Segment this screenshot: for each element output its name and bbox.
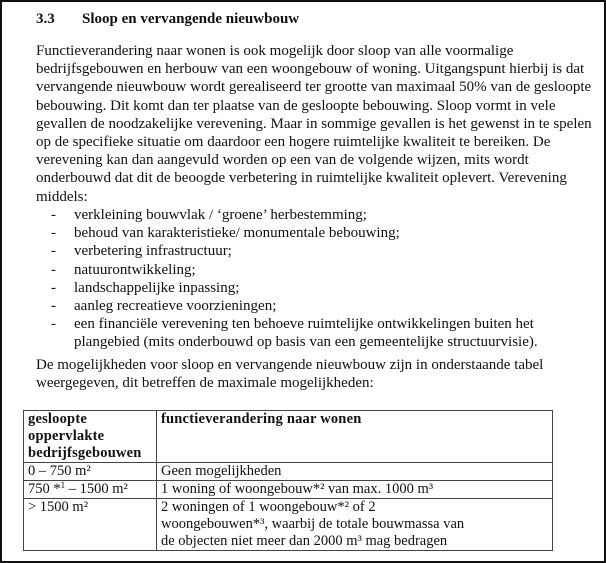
section-title: Sloop en vervangende nieuwbouw: [82, 11, 300, 27]
paragraph-line: gevallen de noodzakelijke verevening. Maar in sommige gevallen is het gewenst in te spelen: [36, 115, 592, 132]
section-heading: [36, 11, 299, 28]
section-number: 3.3: [36, 11, 55, 27]
list-item-continuation: plangebied (mits onderbouwd op basis van een gemeentelijke structuurvisie).: [74, 334, 538, 351]
measures-list: [36, 206, 538, 352]
bullet-dash: -: [51, 298, 56, 315]
list-item: - aanleg recreatieve voorzieningen;: [51, 298, 277, 315]
bullet-dash: -: [51, 225, 56, 242]
list-item: - landschappelijke inpassing;: [51, 279, 240, 296]
header-demolished-area: gesloopte oppervlakte bedrijfsgebouwen: [24, 411, 157, 463]
paragraph-line: Functieverandering naar wonen is ook mogelijk door sloop van alle voormalige: [36, 43, 514, 59]
bullet-dash: -: [51, 261, 56, 278]
paragraph-line: bebouwing. Dit komt dan ter plaatse van de gesloopte bebouwing. Sloop vormt in vele: [36, 97, 556, 114]
cell-area: 0 – 750 m²: [24, 463, 157, 481]
paragraph-line: weergegeven, dit betreffen de maximale mogelijkheden:: [36, 375, 374, 392]
possibilities-table: [23, 410, 553, 551]
paragraph-line: middels:: [36, 188, 88, 205]
list-item: - een financiële verevening ten behoeve ruimtelijke ontwikkelingen buiten het: [51, 316, 534, 333]
cell-area: 750 *$^1$ – 1500 m²: [24, 481, 157, 499]
paragraph-table-intro: [36, 356, 543, 392]
bullet-dash: -: [51, 243, 56, 260]
table-row: [24, 499, 553, 551]
footnote-marker: 1: [60, 480, 66, 490]
cell-function: 2 woningen of 1 woongebouw*² of 2 woongebouwen*³, waarbij de totale bouwmassa van de objecten niet meer dan 2000 m³ mag bedragen: [157, 499, 553, 551]
cell-function: 1 woning of woongebouw*² van max. 1000 m³: [157, 481, 553, 499]
bullet-dash: -: [51, 316, 56, 333]
paragraph-line: bedrijfsgebouwen en herbouw van een woongebouw of woning. Uitgangspunt hierbij is dat: [36, 61, 585, 78]
list-item: - verkleining bouwvlak / ‘groene’ herbestemming;: [51, 207, 367, 223]
bullet-dash: -: [51, 207, 56, 223]
cell-function: Geen mogelijkheden: [157, 463, 553, 481]
table-header-row: [24, 411, 553, 463]
paragraph-intro: [36, 42, 596, 206]
cell-area: > 1500 m²: [24, 499, 157, 551]
list-item: - natuurontwikkeling;: [51, 261, 196, 278]
paragraph-line: op de specifieke situatie om daardoor een hogere ruimtelijke kwaliteit te bereiken. De: [36, 133, 551, 150]
table-row: [24, 481, 553, 499]
paragraph-line: vervangende nieuwbouw wordt gerealiseerd ter grootte van maximaal 50% van de gesloopte: [36, 79, 592, 96]
list-item: - verbetering infrastructuur;: [51, 243, 232, 260]
list-item: - behoud van karakteristieke/ monumentale bebouwing;: [51, 225, 400, 242]
bullet-dash: -: [51, 279, 56, 296]
paragraph-line: verevening kan dan aangevuld worden op een van de volgende wijzen, mits wordt: [36, 152, 529, 169]
paragraph-line: onderbouwd dat dit de beoogde verbetering in ruimtelijke kwaliteit oplevert. Verevening: [36, 170, 567, 187]
paragraph-line: De mogelijkheden voor sloop en vervangende nieuwbouw zijn in onderstaande tabel: [36, 357, 544, 373]
header-function-change: functieverandering naar wonen: [157, 411, 553, 463]
table-row: [24, 463, 553, 481]
